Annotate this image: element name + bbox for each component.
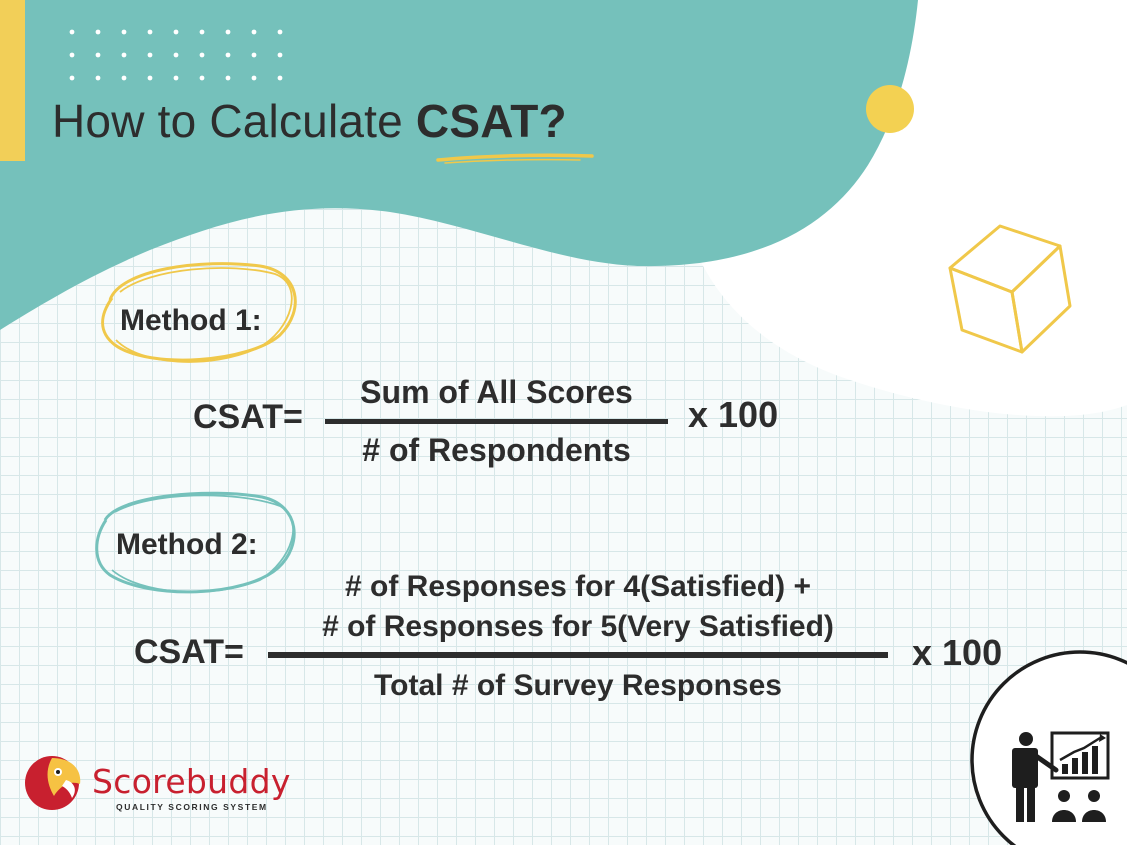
parrot-logo-icon (25, 756, 80, 810)
method2-lhs: CSAT= (134, 633, 244, 671)
accent-bar (0, 0, 25, 161)
method2-numerator-line1: # of Responses for 4(Satisfied) + (345, 570, 811, 603)
method1-numerator: Sum of All Scores (360, 374, 633, 410)
title-bold: CSAT? (415, 95, 567, 147)
method1-fraction-bar (325, 419, 668, 424)
method2-denominator: Total # of Survey Responses (374, 669, 782, 702)
method2-fraction-bar (268, 652, 888, 658)
presenter-with-chart-icon (972, 652, 1127, 845)
page-title (52, 94, 567, 148)
method1-denominator: # of Respondents (362, 432, 631, 468)
method1-label: Method 1: (120, 304, 262, 337)
logo-tagline: QUALITY SCORING SYSTEM (116, 802, 268, 812)
method1-lhs: CSAT= (193, 398, 303, 436)
method2-label: Method 2: (116, 528, 258, 561)
method1-multiplier: x 100 (688, 394, 779, 435)
yellow-dot (866, 85, 914, 133)
method2-numerator-line2: # of Responses for 5(Very Satisfied) (322, 610, 834, 643)
title-regular: How to Calculate (52, 95, 416, 147)
method2-multiplier: x 100 (912, 632, 1003, 673)
logo-name: Scorebuddy (92, 762, 291, 801)
